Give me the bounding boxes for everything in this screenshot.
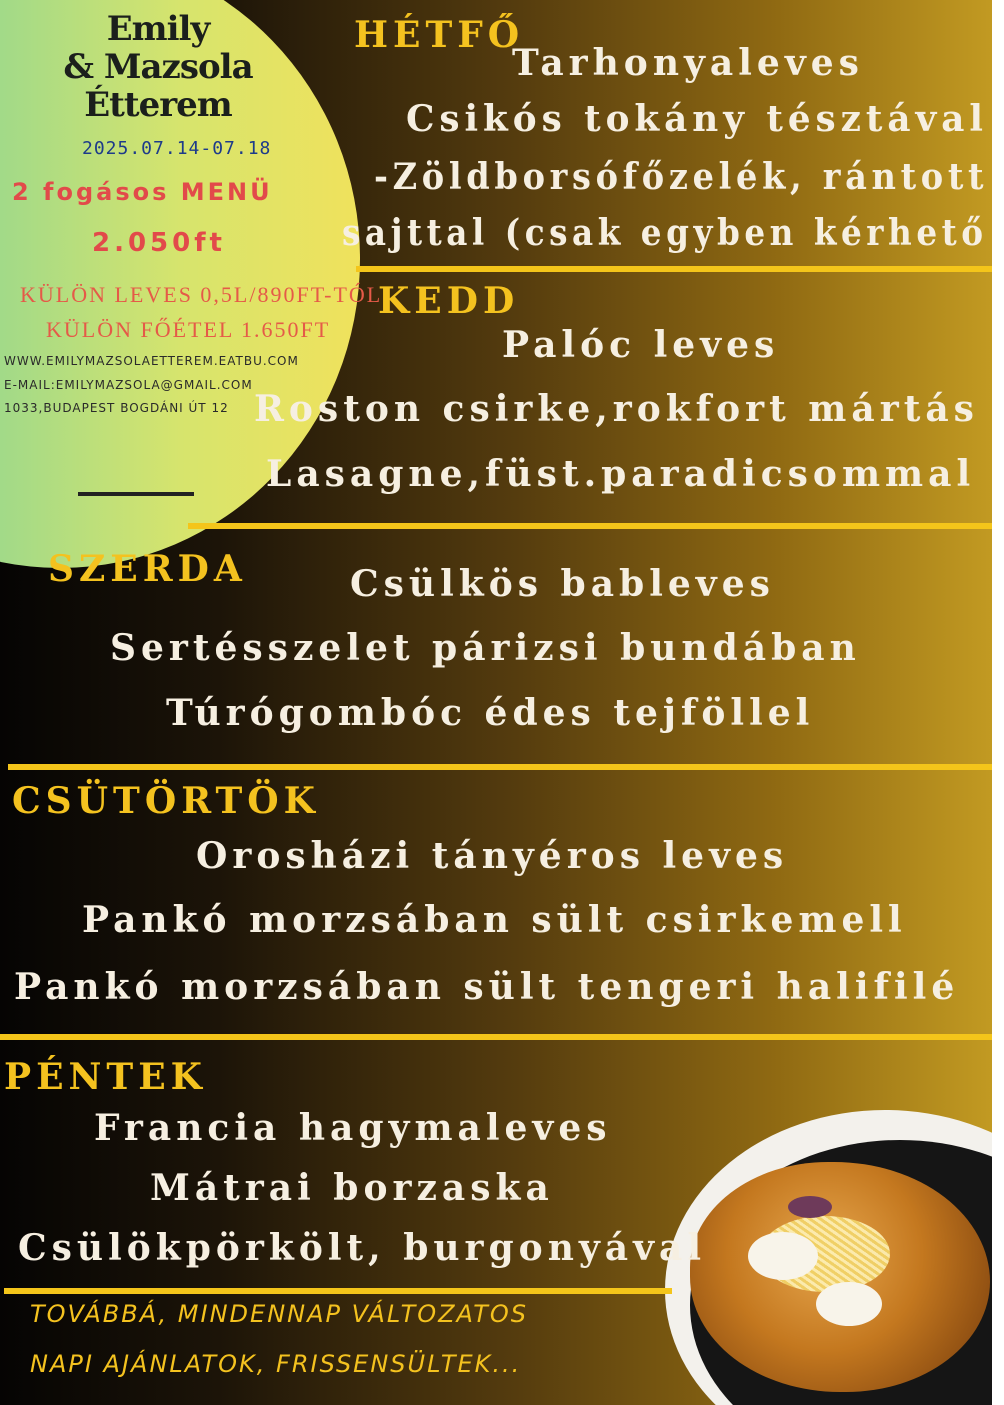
monday-dish-3: -Zöldborsófőzelék, rántott <box>374 156 989 198</box>
friday-dish-3: Csülökpörkölt, burgonyával <box>18 1227 707 1269</box>
menu-dates: 2025.07.14-07.18 <box>82 138 272 159</box>
address: 1033,BUDAPEST BOGDÁNI ÚT 12 <box>4 401 229 415</box>
day-wednesday: SZERDA <box>48 548 247 590</box>
footer-line-2: NAPI AJÁNLATOK, FRISSENSÜLTEK... <box>30 1350 522 1378</box>
divider-tuesday <box>188 523 992 529</box>
divider-wednesday <box>8 764 992 770</box>
divider-friday <box>4 1288 672 1294</box>
brand-line-3: Étterem <box>84 85 232 125</box>
wednesday-dish-3: Túrógombóc édes tejföllel <box>166 692 815 734</box>
menu-label: 2 fogásos MENÜ <box>12 178 273 206</box>
brand-line-2: & Mazsola <box>63 47 253 87</box>
website-link[interactable]: WWW.EMILYMAZSOLAETTEREM.EATBU.COM <box>4 354 299 368</box>
tuesday-dish-1: Palóc leves <box>502 324 780 366</box>
footer-line-1: TOVÁBBÁ, MINDENNAP VÁLTOZATOS <box>30 1300 529 1328</box>
divider-thursday <box>0 1034 992 1040</box>
restaurant-logo <box>48 10 268 124</box>
tuesday-dish-3: Lasagne,füst.paradicsommal <box>266 453 976 495</box>
friday-dish-2: Mátrai borzaska <box>150 1167 554 1209</box>
dish-photo-cream-2 <box>816 1282 882 1326</box>
monday-dish-2: Csikós tokány tésztával <box>406 98 988 140</box>
day-friday: PÉNTEK <box>4 1056 207 1098</box>
wednesday-dish-1: Csülkös bableves <box>350 563 775 605</box>
divider-monday <box>356 266 992 272</box>
day-tuesday: KEDD <box>378 280 520 322</box>
thursday-dish-1: Orosházi tányéros leves <box>196 835 789 877</box>
email-link[interactable]: E-MAIL:EMILYMAZSOLA@GMAIL.COM <box>4 378 253 392</box>
monday-dish-4: sajttal (csak egyben kérhető <box>342 212 988 254</box>
dish-photo-cream <box>748 1232 818 1280</box>
wednesday-dish-2: Sertésszelet párizsi bundában <box>110 627 861 669</box>
brand-line-1: Emily <box>106 9 210 49</box>
tuesday-dish-2: Roston csirke,rokfort mártás <box>254 388 979 430</box>
monday-dish-1: Tarhonyaleves <box>512 42 864 84</box>
separate-soup-price: KÜLÖN LEVES 0,5L/890FT-TÓL <box>20 282 383 307</box>
divider <box>78 492 194 496</box>
day-monday: HÉTFŐ <box>354 14 525 56</box>
friday-dish-1: Francia hagymaleves <box>94 1107 612 1149</box>
separate-main-price: KÜLÖN FŐÉTEL 1.650FT <box>46 317 331 342</box>
thursday-dish-3: Pankó morzsában sült tengeri halifilé <box>14 966 960 1008</box>
menu-price: 2.050ft <box>92 228 226 258</box>
thursday-dish-2: Pankó morzsában sült csirkemell <box>82 899 907 941</box>
dish-photo-herb <box>788 1196 832 1218</box>
day-thursday: CSÜTÖRTÖK <box>12 780 320 822</box>
